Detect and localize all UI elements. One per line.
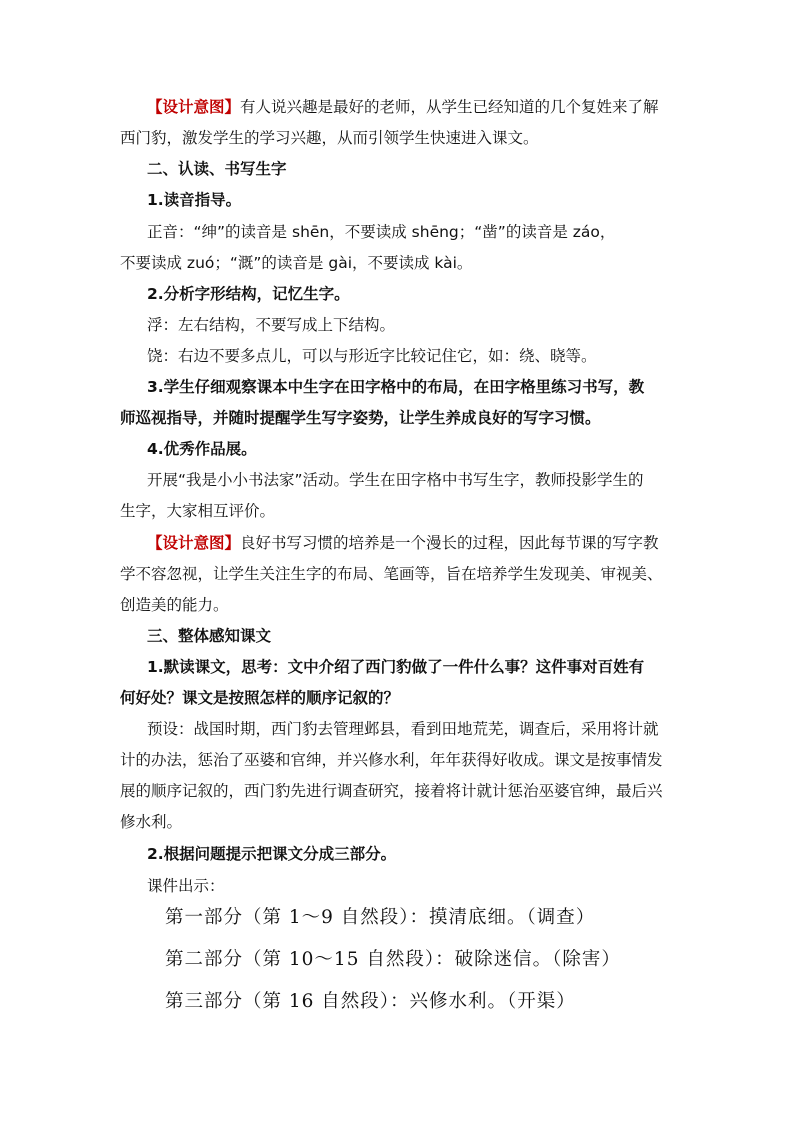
paragraph-text: 饶：右边不要多点儿，可以与形近字比较记住它，如：绕、晓等。 [147, 347, 597, 365]
question-heading: 1.默读课文，思考：文中介绍了西门豹做了一件什么事？这件事对百姓有 [147, 658, 645, 676]
courseware-part-1: 第一部分（第 1～9 自然段）：摸清底细。（调查） [165, 907, 596, 928]
paragraph-text: 预设：战国时期，西门豹去管理邺县，看到田地荒芜，调查后，采用将计就 [147, 720, 659, 738]
paragraph-text: 修水利。 [120, 813, 183, 831]
courseware-part-3: 第三部分（第 16 自然段）：兴修水利。（开渠） [165, 991, 576, 1012]
item-heading: 3.学生仔细观察课本中生字在田字格中的布局，在田字格里练习书写，教 [147, 378, 645, 396]
paragraph-text: 创造美的能力。 [120, 596, 229, 614]
item-heading: 2.分析字形结构，记忆生字。 [147, 285, 350, 303]
paragraph-text: 计的办法，惩治了巫婆和官绅，并兴修水利，年年获得好收成。课文是按事情发 [120, 751, 663, 769]
paragraph-text: 生字，大家相互评价。 [120, 502, 276, 520]
item-heading: 1.读音指导。 [147, 191, 242, 209]
question-heading: 何好处？课文是按照怎样的顺序记叙的？ [120, 689, 400, 707]
design-intent-paragraph-1 [147, 97, 659, 117]
paragraph-text: 浮：左右结构，不要写成上下结构。 [147, 316, 396, 334]
question-heading: 2.根据问题提示把课文分成三部分。 [147, 845, 397, 863]
section-heading: 二、认读、书写生字 [147, 160, 287, 178]
paragraph-text: 正音：“绅”的读音是 shēn，不要读成 shēng；“凿”的读音是 záo， [147, 223, 616, 241]
item-heading: 师巡视指导，并随时提醒学生写字姿势，让学生养成良好的写字习惯。 [120, 409, 601, 427]
design-intent-tag: 【设计意图】 [147, 534, 241, 552]
paragraph-text: 开展“我是小小书法家”活动。学生在田字格中书写生字，教师投影学生的 [147, 471, 644, 489]
design-intent-paragraph-2 [147, 533, 659, 553]
section-heading: 三、整体感知课文 [147, 627, 272, 645]
paragraph-text: 展的顺序记叙的，西门豹先进行调查研究，接着将计就计惩治巫婆官绅，最后兴 [120, 782, 663, 800]
design-intent-tag: 【设计意图】 [147, 98, 241, 116]
paragraph-text: 学不容忽视，让学生关注生字的布局、笔画等，旨在培养学生发现美、审视美、 [120, 565, 663, 583]
paragraph-text: 西门豹，激发学生的学习兴趣，从而引领学生快速进入课文。 [120, 129, 539, 147]
paragraph-text: 不要读成 zuó；“溉”的读音是 gài，不要读成 kài。 [120, 254, 473, 272]
item-heading: 4.优秀作品展。 [147, 440, 257, 458]
paragraph-text: 良好书写习惯的培养是一个漫长的过程，因此每节课的写字教 [240, 534, 659, 552]
paragraph-text: 课件出示： [147, 877, 225, 895]
paragraph-text: 有人说兴趣是最好的老师，从学生已经知道的几个复姓来了解 [240, 98, 659, 116]
courseware-part-2: 第二部分（第 10～15 自然段）：破除迷信。（除害） [165, 949, 621, 970]
